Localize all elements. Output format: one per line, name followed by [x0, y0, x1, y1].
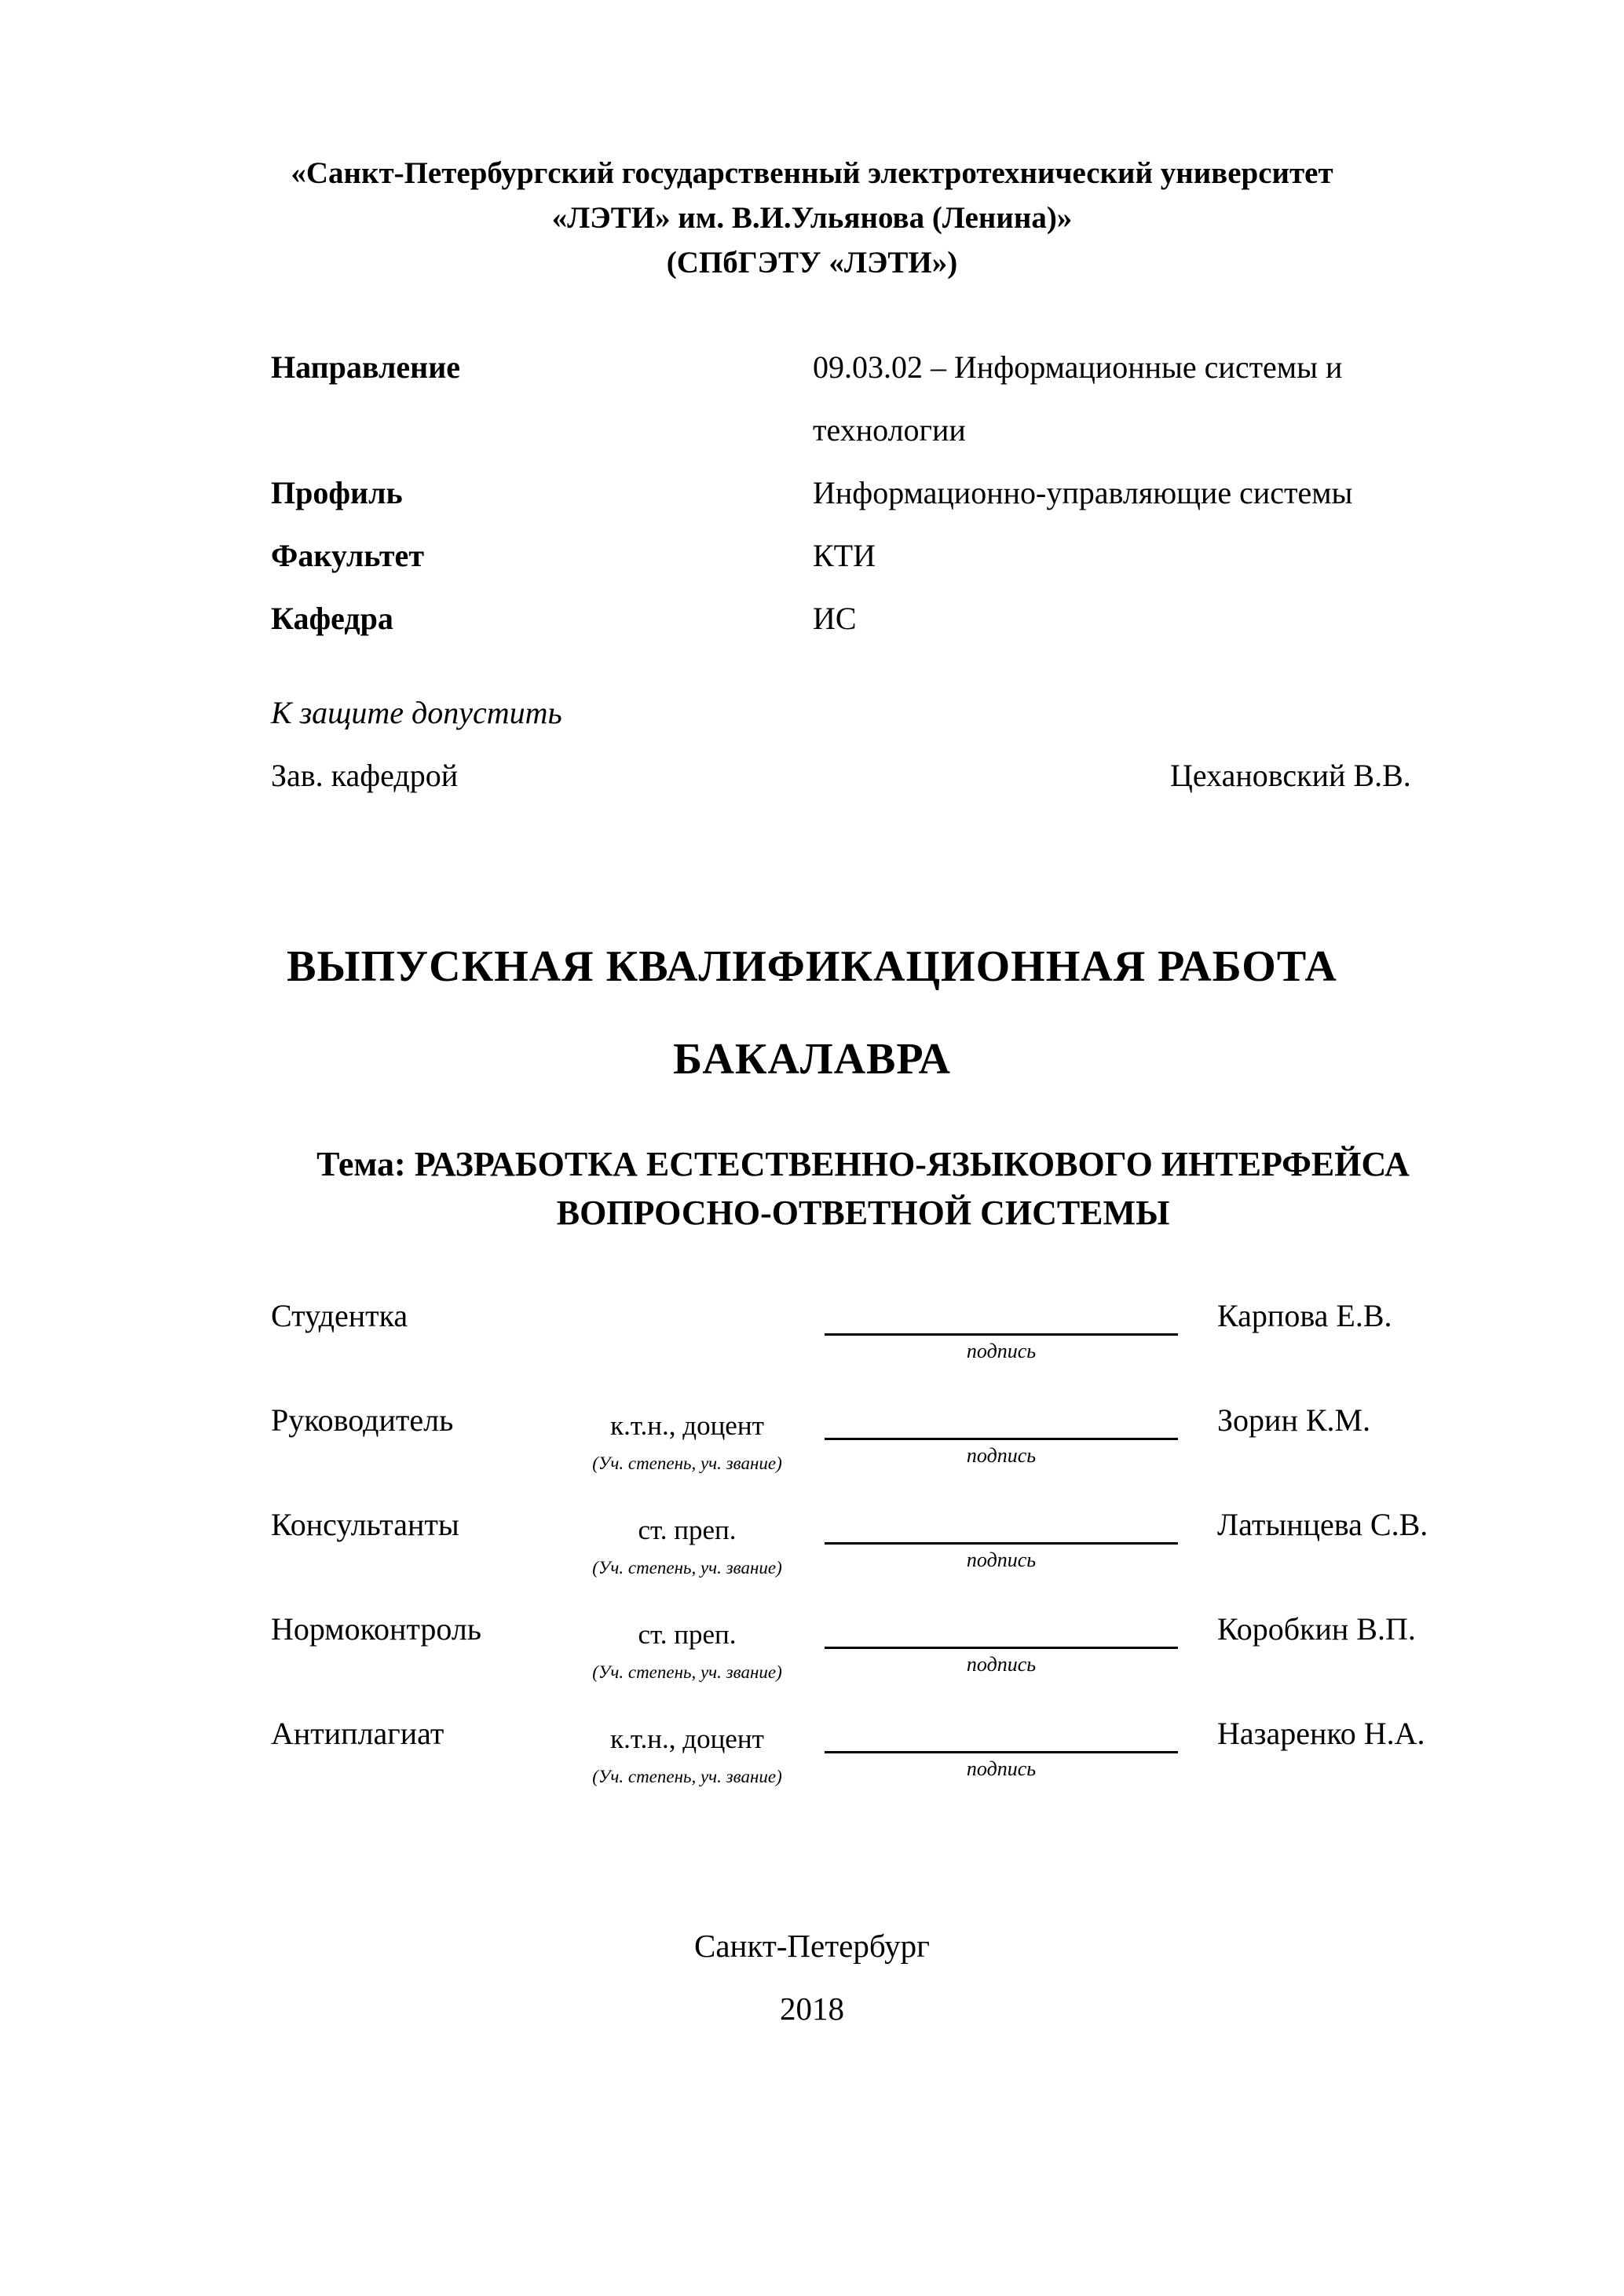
- field-profile-label: Профиль: [271, 475, 403, 510]
- field-profile: [271, 462, 1463, 525]
- signature-hint: подпись: [966, 1757, 1037, 1780]
- field-direction: [271, 336, 1463, 462]
- field-department-label: Кафедра: [271, 601, 393, 636]
- signature-degree: [554, 1723, 821, 1787]
- signature-name: Латынцева С.В.: [1217, 1507, 1428, 1542]
- university-name-line1: «Санкт-Петербургский государственный электротехнический университет: [291, 156, 1333, 190]
- signature-name: Назаренко Н.А.: [1217, 1716, 1425, 1751]
- university-name-line2: «ЛЭТИ» им. В.И.Ульянова (Ленина)»: [551, 201, 1073, 235]
- signature-name: Карпова Е.В.: [1217, 1298, 1392, 1333]
- signature-line: [825, 1610, 1178, 1649]
- admission-permit-text: К защите допустить: [271, 695, 562, 730]
- signature-hint: подпись: [966, 1548, 1037, 1571]
- signature-section: [271, 1297, 1465, 1819]
- field-profile-value: Информационно-управляющие системы: [813, 475, 1353, 510]
- field-direction-label: Направление: [271, 349, 460, 385]
- field-faculty-value: КТИ: [813, 538, 876, 573]
- work-theme: [181, 1140, 1545, 1238]
- signature-field: [825, 1506, 1178, 1572]
- degree-hint: (Уч. степень, уч. звание): [592, 1662, 782, 1682]
- signature-row-antiplagiarism: [271, 1715, 1465, 1819]
- footer-city: Санкт-Петербург: [694, 1928, 930, 1964]
- work-theme-line2: ВОПРОСНО-ОТВЕТНОЙ СИСТЕМЫ: [556, 1194, 1170, 1232]
- signature-role: Руководитель: [271, 1402, 454, 1438]
- signature-field: [825, 1402, 1178, 1468]
- signature-row-consultants: [271, 1506, 1465, 1610]
- signature-role: Студентка: [271, 1298, 408, 1333]
- field-department-value: ИС: [813, 601, 857, 636]
- signature-line: [825, 1715, 1178, 1753]
- signature-name: Коробкин В.П.: [1217, 1611, 1416, 1647]
- signature-hint: подпись: [966, 1340, 1037, 1362]
- signature-line: [825, 1297, 1178, 1336]
- degree-hint: (Уч. степень, уч. звание): [592, 1767, 782, 1786]
- signature-field: [825, 1297, 1178, 1363]
- field-direction-value-line2: технологии: [813, 412, 966, 448]
- degree-hint: (Уч. степень, уч. звание): [592, 1558, 782, 1578]
- signature-field: [825, 1715, 1178, 1781]
- signature-line: [825, 1402, 1178, 1440]
- signature-degree: [554, 1409, 821, 1474]
- admission-block: [271, 682, 1463, 807]
- field-faculty-label: Факультет: [271, 538, 424, 573]
- signature-hint: подпись: [966, 1653, 1037, 1676]
- department-head-name: Цехановский В.В.: [1170, 758, 1411, 793]
- signature-role: Консультанты: [271, 1507, 459, 1542]
- department-head-label: Зав. кафедрой: [271, 758, 459, 793]
- signature-name: Зорин К.М.: [1217, 1402, 1371, 1438]
- degree-hint: (Уч. степень, уч. звание): [592, 1453, 782, 1473]
- signature-field: [825, 1610, 1178, 1676]
- degree-text: к.т.н., доцент: [610, 1410, 764, 1441]
- signature-role: Нормоконтроль: [271, 1611, 482, 1647]
- field-direction-value-line1: 09.03.02 – Информационные системы и: [813, 349, 1343, 385]
- footer-year: 2018: [780, 1991, 844, 2027]
- signature-row-student: [271, 1297, 1465, 1402]
- footer: [0, 1914, 1624, 2040]
- work-title: [0, 920, 1624, 1106]
- field-direction-value: [813, 336, 1463, 462]
- degree-text: ст. преп.: [638, 1515, 737, 1545]
- signature-degree: [554, 1514, 821, 1578]
- university-abbreviation: (СПбГЭТУ «ЛЭТИ»): [666, 246, 958, 280]
- degree-text: к.т.н., доцент: [610, 1724, 764, 1754]
- university-header: [0, 151, 1624, 285]
- signature-line: [825, 1506, 1178, 1545]
- signature-degree: [554, 1618, 821, 1683]
- department-head-row: [271, 744, 1463, 807]
- work-title-line1: ВЫПУСКНАЯ КВАЛИФИКАЦИОННАЯ РАБОТА: [287, 942, 1337, 991]
- signature-role: Антиплагиат: [271, 1716, 444, 1751]
- work-title-line2: БАКАЛАВРА: [673, 1035, 951, 1084]
- work-theme-line1: Тема: РАЗРАБОТКА ЕСТЕСТВЕННО-ЯЗЫКОВОГО ИНТЕРФЕЙСА: [316, 1145, 1410, 1183]
- signature-hint: подпись: [966, 1444, 1037, 1467]
- signature-row-normcontrol: [271, 1610, 1465, 1715]
- field-department: [271, 587, 1463, 650]
- field-faculty: [271, 525, 1463, 587]
- program-fields: [271, 336, 1463, 650]
- degree-text: ст. преп.: [638, 1619, 737, 1650]
- signature-row-supervisor: [271, 1402, 1465, 1506]
